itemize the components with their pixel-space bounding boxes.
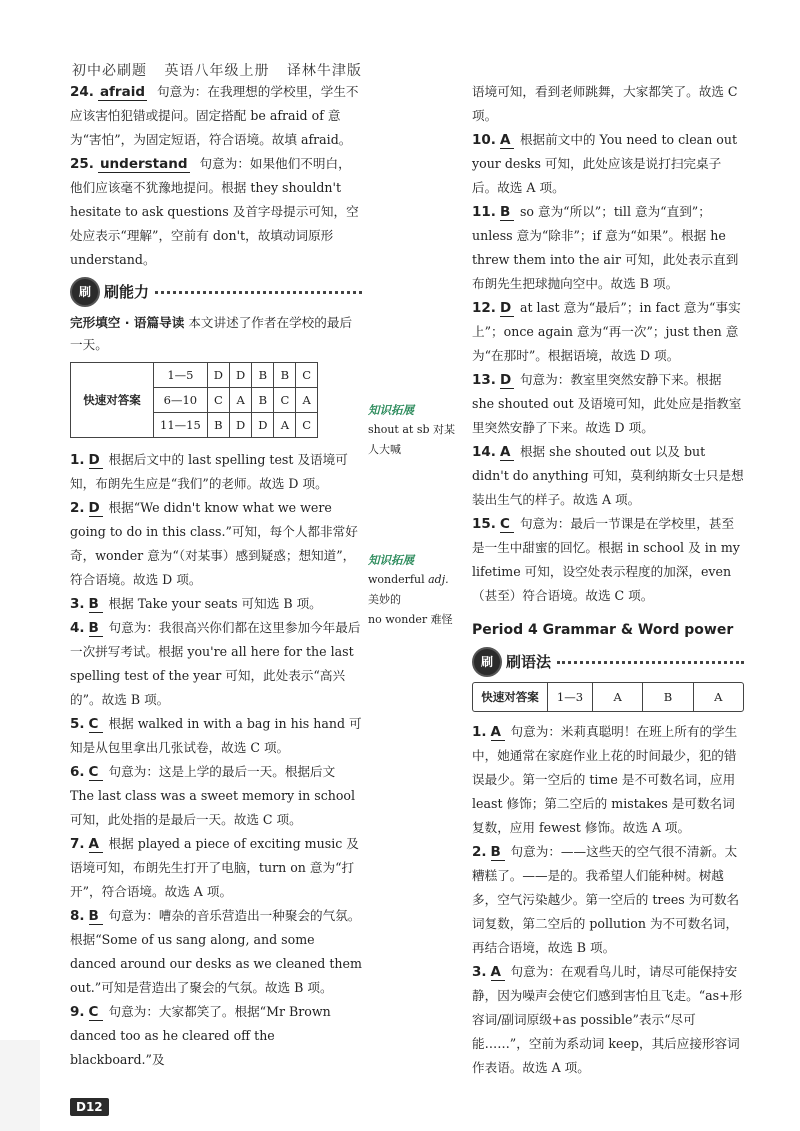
answer-cell: D xyxy=(207,363,229,388)
right-column xyxy=(472,80,744,1080)
header-subject: 英语八年级上册 xyxy=(164,63,270,79)
item-number: 6. xyxy=(70,764,85,780)
quick-answer-table xyxy=(70,362,318,438)
item-answer: C xyxy=(89,716,103,733)
item-number: 1. xyxy=(70,452,85,468)
item-explanation: 句意为：这是上学的最后一天。根据后文 The last class was a sweet memory in school 可知，此处指的是最后一天。故选 C 项。 xyxy=(70,764,356,827)
answer-item xyxy=(472,440,744,512)
knowledge-extension-label: 知识拓展 xyxy=(368,403,414,417)
answer-cell: C xyxy=(274,388,296,413)
item-number: 24. xyxy=(70,84,94,100)
answer-item xyxy=(70,712,362,760)
answer-cell: A xyxy=(593,683,643,711)
answer-cell: D xyxy=(230,413,252,438)
answer-item xyxy=(472,128,744,200)
item-explanation: 根据 she shouted out 以及 but didn't do anything 可知，莫利纳斯女士只是想装出生气的样子。故选 A 项。 xyxy=(472,444,744,507)
range-cell: 1—5 xyxy=(154,363,208,388)
item-explanation: 语境可知，看到老师跳舞，大家都笑了。故选 C 项。 xyxy=(472,84,738,123)
item-number: 4. xyxy=(70,620,85,636)
side-notes xyxy=(368,400,458,630)
item-answer: C xyxy=(500,516,514,533)
item-answer: C xyxy=(89,764,103,781)
answer-cell: A xyxy=(230,388,252,413)
item-explanation: so 意为“所以”；till 意为“直到”；unless 意为“除非”；if 意为“如果”。根据 he threw them into the air 可知，此处表示直到布朗先生把球抛向空中。故选 B 项。 xyxy=(472,204,739,291)
side-note-pos: adj. xyxy=(428,573,449,586)
item-answer: D xyxy=(500,372,514,389)
item-answer: A xyxy=(491,724,505,741)
quick-answer-label: 快速对答案 xyxy=(473,683,548,711)
item-explanation: 根据后文中的 last spelling test 及语境可知，布朗先生应是“我们”的老师。故选 D 项。 xyxy=(70,452,348,491)
item-explanation: 句意为：——这些天的空气很不清新。太糟糕了。——是的。我希望人们能种树。树越多，空气污染越少。第一空后的 trees 为可数名词复数，第二空后的 pollution 为不可数名词，再结合语境，故选 B 项。 xyxy=(472,844,740,955)
item-answer: C xyxy=(89,1004,103,1021)
period-title: Period 4 Grammar & Word power xyxy=(472,622,734,638)
item-explanation: 根据 walked in with a bag in his hand 可知是从包里拿出几张试卷，故选 C 项。 xyxy=(70,716,362,755)
item-number: 9. xyxy=(70,1004,85,1020)
answer-item xyxy=(472,960,744,1080)
answer-item xyxy=(472,512,744,608)
answer-cell: B xyxy=(207,413,229,438)
item-explanation: 句意为：大家都笑了。根据“Mr Brown danced too as he cleared off the blackboard.”及 xyxy=(70,1004,331,1067)
answer-cell: A xyxy=(296,388,318,413)
item-number: 5. xyxy=(70,716,85,732)
answer-item xyxy=(472,368,744,440)
dotted-divider xyxy=(155,291,362,294)
item-number: 15. xyxy=(472,516,496,532)
answer-item xyxy=(70,448,362,496)
section-badge-ability xyxy=(70,278,362,306)
side-note-meaning: 美妙的 xyxy=(368,593,401,606)
item-number: 12. xyxy=(472,300,496,316)
item-explanation: 句意为：最后一节课是在学校里，甚至是一生中甜蜜的回忆。根据 in school 及 in my lifetime 可知，设空处表示程度的加深，even（甚至）符合语境。故选 C 项。 xyxy=(472,516,740,603)
item-explanation: 句意为：我很高兴你们都在这里参加今年最后一次拼写考试。根据 you're all here for the last spelling test of the year 可知，此处表示“高兴的”。故选 B 项。 xyxy=(70,620,361,707)
side-note: shout at sb 对某人大喊 xyxy=(368,423,456,456)
answer-cell: A xyxy=(714,690,723,704)
item-answer: A xyxy=(500,444,514,461)
item-number: 25. xyxy=(70,156,94,172)
side-note xyxy=(368,570,458,610)
section-title: 刷能力 xyxy=(104,283,150,301)
brush-icon: 刷 xyxy=(472,647,502,677)
section-title: 刷语法 xyxy=(506,653,552,671)
dotted-divider xyxy=(557,661,744,664)
range-cell: 6—10 xyxy=(154,388,208,413)
item-explanation: 句意为：如果他们不明白，他们应该毫不犹豫地提问。根据 they shouldn't hesitate to ask questions 及首字母提示可知，空处应表示“理解”，空前有 don't，故填动词原形 understand。 xyxy=(70,156,359,267)
item-number: 13. xyxy=(472,372,496,388)
knowledge-extension-label: 知识拓展 xyxy=(368,553,414,567)
answer-cell: B xyxy=(274,363,296,388)
answer-item xyxy=(70,616,362,712)
answer-item xyxy=(472,840,744,960)
answer-cell: C xyxy=(296,413,318,438)
answer-item xyxy=(472,200,744,296)
item-answer: afraid xyxy=(99,84,145,100)
item-number: 1. xyxy=(472,724,487,740)
item-answer: B xyxy=(491,844,505,861)
answer-item xyxy=(472,296,744,368)
page-edge-shadow xyxy=(0,1040,40,1131)
passage-intro xyxy=(70,312,362,356)
answer-item xyxy=(70,592,362,616)
item-number: 10. xyxy=(472,132,496,148)
answer-cell: C xyxy=(207,388,229,413)
quick-answer-label: 快速对答案 xyxy=(71,363,154,438)
side-note: no wonder 难怪 xyxy=(368,613,453,626)
answer-item xyxy=(70,152,362,272)
item-number: 14. xyxy=(472,444,496,460)
section-badge-grammar xyxy=(472,648,744,676)
brush-icon: 刷 xyxy=(70,277,100,307)
item-explanation: at last 意为“最后”；in fact 意为“事实上”；once again 意为“再一次”；just then 意为“在那时”。根据语境，故选 D 项。 xyxy=(472,300,741,363)
answer-item xyxy=(70,904,362,1000)
answer-item xyxy=(70,80,362,152)
answer-cell: A xyxy=(274,413,296,438)
item-explanation: 句意为：米莉真聪明！在班上所有的学生中，她通常在家庭作业上花的时间最少，犯的错误最少。第一空后的 time 是不可数名词，应用 least 修饰；第二空后的 mistakes 是可数名词复数，应用 fewest 修饰。故选 A 项。 xyxy=(472,724,738,835)
item-explanation: 句意为：在我理想的学校里，学生不应该害怕犯错或提问。固定搭配 be afraid of 意为“害怕”，为固定短语，符合语境。故填 afraid。 xyxy=(70,84,359,147)
intro-text: 本文讲述了作者在学校的最后一天。 xyxy=(70,315,353,352)
item-number: 2. xyxy=(70,500,85,516)
item-explanation: 根据 played a piece of exciting music 及语境可知，布朗先生打开了电脑，turn on 意为“打开”，符合语境。故选 A 项。 xyxy=(70,836,359,899)
answer-item xyxy=(70,1000,362,1072)
answer-item-continued xyxy=(472,80,744,128)
item-number: 3. xyxy=(472,964,487,980)
item-answer: D xyxy=(500,300,514,317)
item-explanation: 根据前文中的 You need to clean out your desks 可知，此处应该是说打扫完桌子后。故选 A 项。 xyxy=(472,132,738,195)
page-number: D12 xyxy=(70,1098,109,1116)
page-header xyxy=(72,60,374,80)
side-note-word: wonderful xyxy=(368,573,425,586)
item-number: 7. xyxy=(70,836,85,852)
item-answer: B xyxy=(89,620,103,637)
left-column xyxy=(70,80,362,1072)
item-explanation: 根据“We didn't know what we were going to do in this class.”可知，每个人都非常好奇，wonder 意为“（对某事）感到疑惑；想知道”，符合语境。故选 D 项。 xyxy=(70,500,358,587)
answer-cell: D xyxy=(230,363,252,388)
answer-cell: D xyxy=(252,413,274,438)
answer-cell: B xyxy=(643,683,693,711)
answer-item xyxy=(472,720,744,840)
range-cell: 1—3 xyxy=(548,683,593,711)
header-book-series: 初中必刷题 xyxy=(72,63,147,79)
quick-answer-row xyxy=(472,682,744,712)
item-number: 2. xyxy=(472,844,487,860)
item-number: 11. xyxy=(472,204,496,220)
item-answer: B xyxy=(500,204,514,221)
answer-item xyxy=(70,496,362,592)
intro-title: 完形填空 · 语篇导读 xyxy=(70,315,185,330)
item-explanation: 根据 Take your seats 可知选 B 项。 xyxy=(108,596,322,611)
item-number: 8. xyxy=(70,908,85,924)
range-cell: 11—15 xyxy=(154,413,208,438)
item-answer: B xyxy=(89,908,103,925)
answer-item xyxy=(70,832,362,904)
item-answer: A xyxy=(491,964,505,981)
answer-cell: C xyxy=(296,363,318,388)
item-explanation: 句意为：在观看鸟儿时，请尽可能保持安静，因为噪声会使它们感到害怕且飞走。“as+形容词/副词原级+as possible”表示“尽可能……”，空前为系动词 keep，其后应接形容词作表语。故选 A 项。 xyxy=(472,964,743,1075)
item-answer: understand xyxy=(99,156,188,172)
item-answer: A xyxy=(500,132,514,149)
item-number: 3. xyxy=(70,596,85,612)
answer-cell: B xyxy=(252,388,274,413)
item-answer: B xyxy=(89,596,103,613)
item-answer: A xyxy=(89,836,103,853)
item-answer: D xyxy=(89,500,103,517)
header-edition: 译林牛津版 xyxy=(286,63,362,79)
answer-cell: B xyxy=(252,363,274,388)
item-explanation: 句意为：嘈杂的音乐营造出一种聚会的气氛。根据“Some of us sang along, and some danced around our desks as we cleaned them out.”可知是营造出了聚会的气氛。故选 B 项。 xyxy=(70,908,362,995)
item-explanation: 句意为：教室里突然安静下来。根据 she shouted out 及语境可知，此处应是指教室里突然安静了下来。故选 D 项。 xyxy=(472,372,742,435)
item-answer: D xyxy=(89,452,103,469)
answer-item xyxy=(70,760,362,832)
